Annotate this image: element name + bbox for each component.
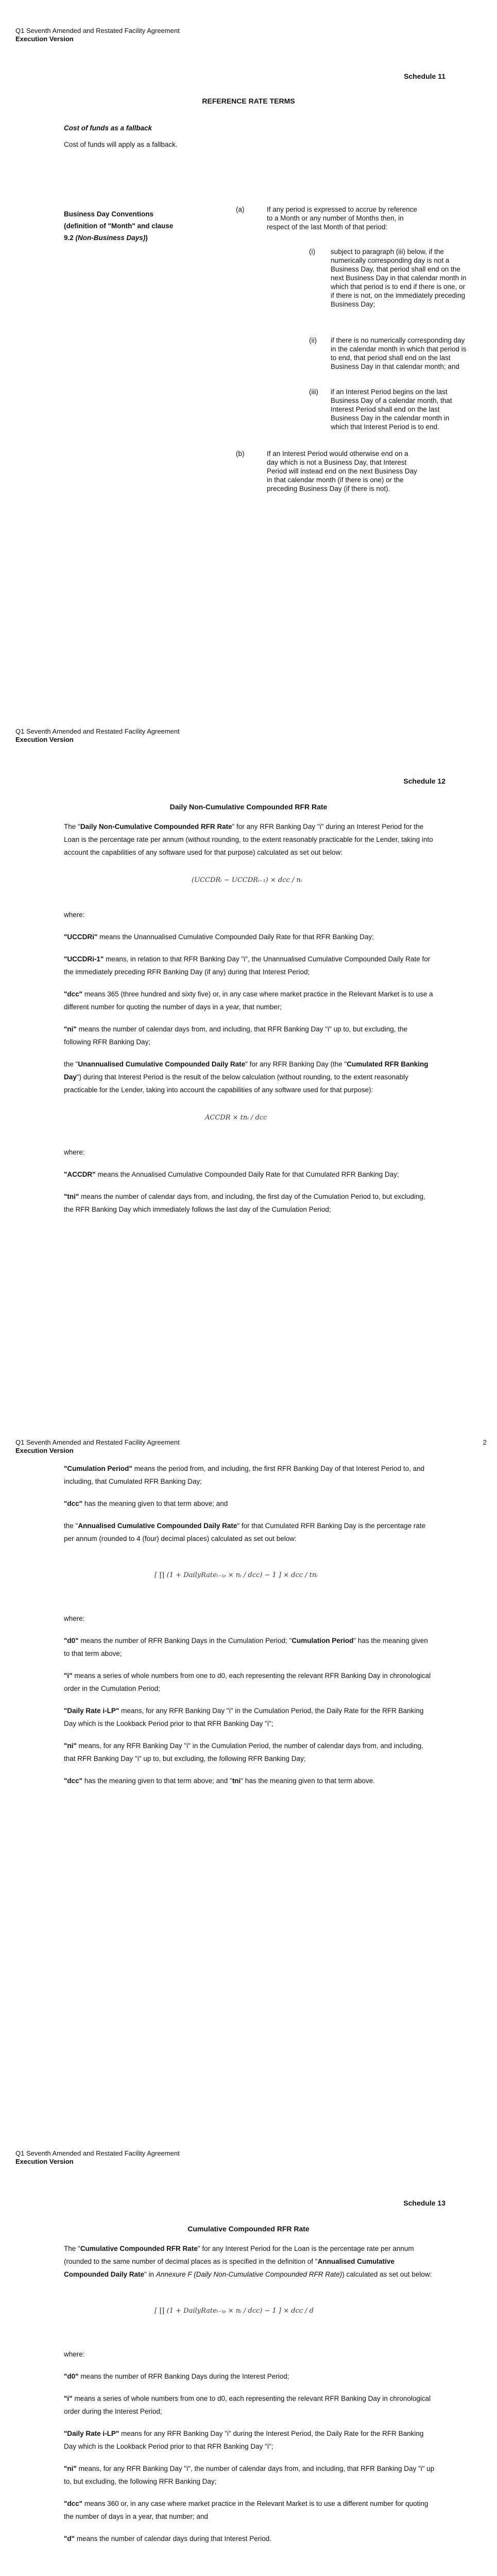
text: means, for any RFR Banking Day "i", the number of calendar days from, and including, that RFR Banking Day "i" up to, but excluding, the following RFR Banking Day; — [64, 2465, 435, 2485]
definition-ni — [64, 2462, 435, 2488]
defined-term: "Daily Rate i-LP" — [64, 1707, 119, 1715]
formula-text: (UCCDRᵢ − UCCDRᵢ₋₁) × dcc / nᵢ — [192, 876, 302, 884]
where-label: where: — [64, 2350, 85, 2358]
para-i-text: subject to paragraph (iii) below, if the numerically corresponding day is not a Business Day, that period shall end on the next Business Day in that calendar month in which that period is to end if there is one, or if there is not, on the immediately preceding Business Day; — [331, 248, 467, 308]
text: means a series of whole numbers from one to d0, each representing the relevant RFR Banking Day in chronological order during the Interest Period; — [64, 2395, 431, 2415]
para-a-text: If any period is expressed to accrue by reference to a Month or any number of Months then, in respect of the last Month of that period: — [267, 206, 417, 231]
formula-annualised — [64, 1554, 435, 1600]
bdc-clause-name: (Non-Business Days) — [75, 234, 146, 242]
definition-dcc — [64, 1497, 435, 1510]
text: " has the meaning given to that term above. — [241, 1777, 375, 1785]
text: " has the meaning given to that term above; — [64, 1637, 428, 1657]
defined-term: "dcc" — [64, 1777, 83, 1785]
section-title: Daily Non-Cumulative Compounded RFR Rate — [169, 803, 328, 811]
text: The " — [64, 2245, 80, 2252]
definition-unannualised — [64, 1058, 435, 1096]
bdc-clause-number: 9.2 — [64, 234, 76, 242]
defined-term: "dcc" — [64, 990, 83, 998]
header-title: Q1 Seventh Amended and Restated Facility Agreement — [15, 1438, 180, 1446]
para-b-label: (b) — [236, 450, 245, 457]
bdc-label — [64, 208, 173, 244]
text: means the Unannualised Cumulative Compounded Daily Rate for that RFR Banking Day; — [97, 933, 374, 941]
defined-term: "i" — [64, 1672, 73, 1680]
text: means, for any RFR Banking Day "i" in the Cumulation Period, the number of calendar days from, and including, that RFR Banking Day "i" up to, but excluding, the following RFR Banking Day; — [64, 1742, 423, 1762]
header-title: Q1 Seventh Amended and Restated Facility Agreement — [15, 727, 180, 735]
header-title: Q1 Seventh Amended and Restated Facility Agreement — [15, 2149, 180, 2157]
cross-reference: Annexure F (Daily Non-Cumulative Compounded RFR Rate) — [156, 2270, 342, 2278]
para-ii-label: (ii) — [309, 336, 317, 344]
definition-ni — [64, 1023, 435, 1048]
text: has the meaning given to that term above; and " — [82, 1777, 232, 1785]
definition-i — [64, 2392, 435, 2418]
page-3-body — [64, 1462, 435, 1797]
definition-d0 — [64, 2370, 435, 2383]
document-header — [15, 727, 180, 744]
text: means, for any RFR Banking Day "i" in the Cumulation Period, the Daily Rate for the RFR Banking Day which is the Lookback Period prior to that RFR Banking Day "i"; — [64, 1707, 424, 1727]
definition-paragraph — [64, 820, 435, 859]
fallback-text: Cost of funds will apply as a fallback. — [64, 141, 178, 148]
defined-term: Cumulative Compounded RFR Rate — [80, 2245, 198, 2252]
text: ") during that Interest Period is the result of the below calculation (without rounding, to the extent reasonably practicable for the Lender, taking into account the capabilities of any software used for that purpose): — [64, 1073, 408, 1094]
text: " for any Interest Period for the Loan is the percentage rate per annum (rounded to the same number of decimal places as is specified in the definition of " — [64, 2245, 414, 2265]
text: means a series of whole numbers from one to d0, each representing the relevant RFR Banking Day in chronological order in the Cumulation Period; — [64, 1672, 431, 1692]
text: ) calculated as set out below: — [342, 2270, 432, 2278]
defined-term: "ni" — [64, 2465, 77, 2472]
where-label: where: — [64, 1148, 85, 1156]
text: has the meaning given to that term above; and — [82, 1500, 228, 1507]
definition-daily-rate-ilp — [64, 1704, 435, 1730]
text: means the number of calendar days from, and including, the first day of the Cumulation Period to, but excluding, the RFR Banking Day which immediately follows the last day of the Cumulation Period; — [64, 1193, 425, 1213]
definition-dcc-tni — [64, 1774, 435, 1787]
defined-term: Daily Non-Cumulative Compounded RFR Rate — [80, 823, 232, 831]
definition-d — [64, 2532, 435, 2545]
defined-term: Annualised Cumulative Compounded Daily Rate — [64, 2258, 395, 2278]
definition-daily-rate-ilp — [64, 2427, 435, 2453]
document-header — [15, 2149, 180, 2166]
text: The " — [64, 823, 80, 831]
text: means the number of calendar days during that Interest Period. — [75, 2535, 272, 2543]
text: means 365 (three hundred and sixty five) or, in any case where market practice in the Relevant Market is to use a different number for quoting the number of days in a year, that number; — [64, 990, 433, 1011]
header-version: Execution Version — [15, 2158, 74, 2165]
header-version: Execution Version — [15, 35, 74, 43]
definition-ni — [64, 1739, 435, 1765]
defined-term: "d0" — [64, 1637, 79, 1645]
text: " for any RFR Banking Day (the " — [245, 1060, 347, 1068]
formula-text: [ ∏ (1 + DailyRateᵢ₋ₗₚ × nᵢ / dcc) − 1 ] × dcc / d — [155, 2307, 314, 2315]
definition-annualised — [64, 1519, 435, 1545]
bdc-label-line2: (definition of "Month" and clause — [64, 222, 174, 230]
formula-daily-rate — [64, 868, 435, 896]
bdc-label-line3 — [64, 232, 173, 244]
para-b-text: If an Interest Period would otherwise end on a day which is not a Business Day, that Interest Period will instead end on the next Business Day in that calendar month (if there is one) or the preceding Business Day (if there is not). — [267, 450, 417, 493]
text: " for any RFR Banking Day "i" during an Interest Period for the Loan is the percentage rate per annum (without rounding, to the extent reasonably practicable for the Lender, taking into account the capabilities of any software used for that purpose) calculated as set out below: — [64, 823, 433, 856]
defined-term: "dcc" — [64, 2500, 83, 2507]
defined-term: "d0" — [64, 2372, 79, 2380]
section-title: REFERENCE RATE TERMS — [202, 97, 295, 105]
section-title: Cumulative Compounded RFR Rate — [187, 2225, 310, 2233]
defined-term: "ni" — [64, 1742, 77, 1750]
definition-cumulative-rate — [64, 2242, 435, 2281]
text: " in — [144, 2270, 156, 2278]
header-title: Q1 Seventh Amended and Restated Facility Agreement — [15, 27, 180, 35]
fallback-heading: Cost of funds as a fallback — [64, 124, 152, 132]
formula-cumulative — [64, 2290, 435, 2335]
formula-graphic — [151, 1554, 347, 1596]
defined-term: Unannualised Cumulative Compounded Daily Rate — [78, 1060, 246, 1068]
para-ii-text: if there is no numerically corresponding day in the calendar month in which that period is to end, that period shall end on the last Business Day in that calendar month; and — [331, 336, 467, 370]
page-2 — [0, 701, 497, 1412]
page-3 — [0, 1412, 497, 2123]
definition-dcc — [64, 2497, 435, 2523]
formula-graphic — [198, 1106, 301, 1129]
page-1 — [0, 0, 497, 701]
bdc-label-line1: Business Day Conventions — [64, 210, 154, 218]
para-iii-label: (iii) — [309, 388, 318, 396]
definition-tni — [64, 1190, 435, 1216]
schedule-label: Schedule 12 — [403, 777, 445, 785]
page-number: 2 — [483, 1438, 487, 1446]
where-label: where: — [64, 911, 85, 919]
where-label: where: — [64, 1615, 85, 1622]
definition-uccdri — [64, 930, 435, 943]
defined-term: tni — [232, 1777, 241, 1785]
defined-term: "ni" — [64, 1025, 77, 1033]
schedule-label: Schedule 13 — [403, 2199, 445, 2207]
defined-term: "Daily Rate i-LP" — [64, 2430, 119, 2437]
page-4 — [0, 2123, 497, 2576]
para-i-label: (i) — [309, 248, 315, 256]
text: means the Annualised Cumulative Compounded Daily Rate for that Cumulated RFR Banking Day; — [95, 1171, 399, 1178]
formula-unannualised — [64, 1106, 435, 1133]
defined-term: "i" — [64, 2395, 73, 2402]
defined-term: "ACCDR" — [64, 1171, 96, 1178]
formula-graphic — [151, 2290, 347, 2331]
text: means the period from, and including, the first RFR Banking Day of that Interest Period to, and including, that Cumulated RFR Banking Day; — [64, 1465, 425, 1485]
defined-term: "UCCDRi" — [64, 933, 98, 941]
definition-d0 — [64, 1634, 435, 1660]
text: means, in relation to that RFR Banking Day "i", the Unannualised Cumulative Compounded Daily Rate for the immediately preceding RFR Banking Day (if any) during that Interest Period; — [64, 955, 431, 976]
header-version: Execution Version — [15, 1447, 74, 1454]
text: the " — [64, 1060, 78, 1068]
defined-term: "UCCDRi-1" — [64, 955, 104, 963]
text: means the number of RFR Banking Days during the Interest Period; — [78, 2372, 289, 2380]
definition-i — [64, 1669, 435, 1695]
header-version: Execution Version — [15, 736, 74, 743]
para-a-label: (a) — [236, 206, 245, 213]
defined-term: Annualised Cumulative Compounded Daily Rate — [78, 1522, 237, 1530]
document-header — [15, 1438, 180, 1455]
text: the " — [64, 1522, 78, 1530]
defined-term: "d" — [64, 2535, 75, 2543]
document-header — [15, 27, 180, 43]
defined-term: "dcc" — [64, 1500, 83, 1507]
text: means 360 or, in any case where market practice in the Relevant Market is to use a different number for quoting the number of days in a year, that number; and — [64, 2500, 429, 2520]
defined-term: Cumulation Period — [292, 1637, 354, 1645]
defined-term: "Cumulation Period" — [64, 1465, 132, 1472]
formula-text: [ ∏ (1 + DailyRateᵢ₋ₗₚ × nᵢ / dcc) − 1 ] × dcc / tnᵢ — [155, 1571, 318, 1579]
defined-term: "tni" — [64, 1193, 79, 1200]
formula-text: ACCDR × tnᵢ / dcc — [205, 1114, 267, 1122]
text: means for any RFR Banking Day "i" during the Interest Period, the Daily Rate for the RFR Banking Day which is the Lookback Period prior to that RFR Banking Day "i"; — [64, 2430, 424, 2450]
defined-term: Cumulated RFR Banking Day — [64, 1060, 429, 1081]
page-4-body — [64, 2242, 435, 2554]
definition-dcc — [64, 988, 435, 1013]
definition-accdr — [64, 1168, 435, 1181]
text: means the number of RFR Banking Days in the Cumulation Period; " — [78, 1637, 292, 1645]
definition-cumulation-period — [64, 1462, 435, 1488]
formula-graphic — [187, 868, 311, 892]
para-iii-text: if an Interest Period begins on the last Business Day of a calendar month, that Interest Period shall end on the last Business Day in the calendar month in which that Interest Period is to end. — [331, 388, 452, 431]
page-2-body — [64, 820, 435, 1225]
definition-uccdri-1 — [64, 953, 435, 978]
text: " for that Cumulated RFR Banking Day is the percentage rate per annum (rounded to 4 (four) decimal places) calculated as set out below: — [64, 1522, 426, 1543]
schedule-label: Schedule 11 — [404, 72, 445, 80]
bdc-clause-close: ) — [145, 234, 148, 242]
text: means the number of calendar days from, and including, that RFR Banking Day "i" up to, but excluding, the following RFR Banking Day; — [64, 1025, 407, 1046]
